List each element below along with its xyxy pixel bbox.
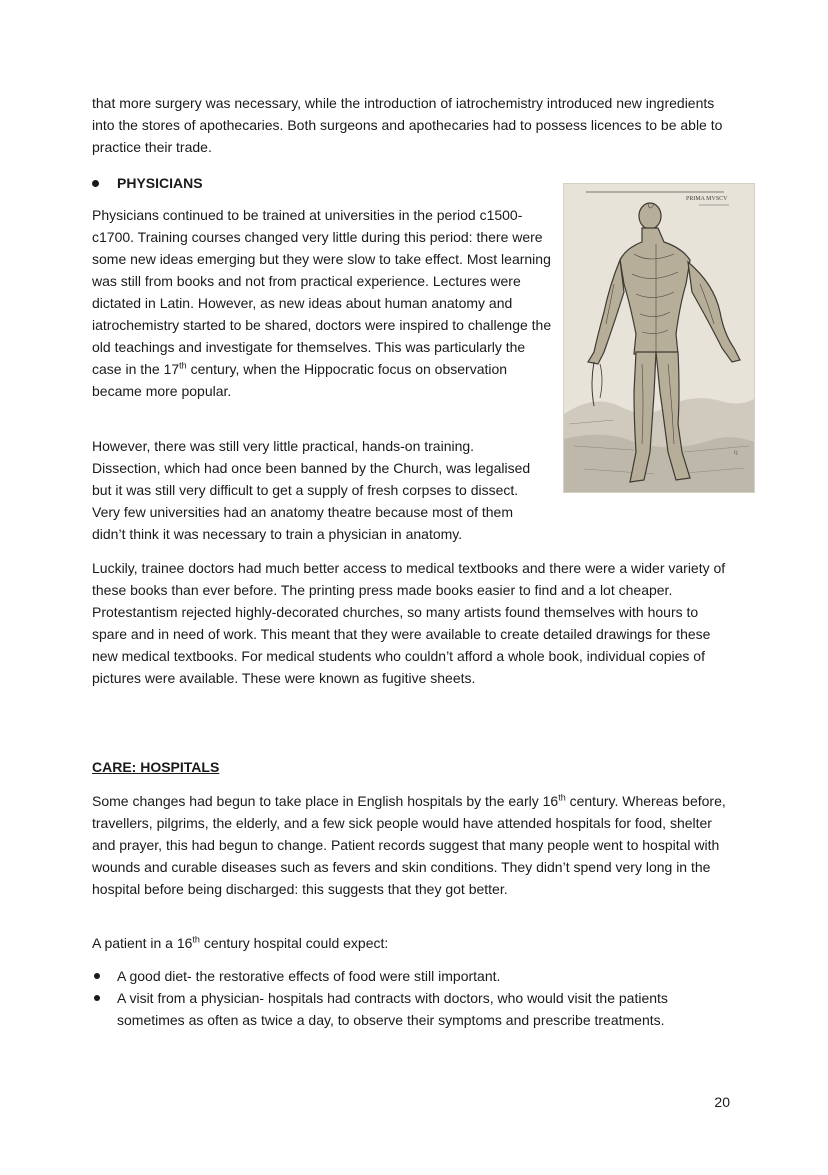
physicians-heading (92, 172, 203, 194)
list-item (92, 987, 732, 1031)
hospitals-paragraph-1-text-b: century. Whereas before, travellers, pilgrims, the elderly, and a few sick people would have attended hospitals for food, shelter and prayer, this had begun to change. Patient records suggest that many people went to hospital with wounds and curable diseases such as fevers and skin conditions. They didn’t spend very long in the hospital before being discharged: this suggests that they got better. (92, 793, 726, 897)
bullet-icon (92, 180, 99, 187)
physicians-heading-text: PHYSICIANS (117, 175, 203, 191)
figure-caption: PRIMA MVSCV (686, 196, 728, 202)
hospitals-paragraph-2-text-b: century hospital could expect: (199, 935, 389, 951)
hospitals-paragraph-2-text-a: A patient in a 16 (92, 935, 193, 951)
physicians-paragraph-1-text-a: Physicians continued to be trained at universities in the period c1500-c1700. Training courses changed very little during this period: there were some new ideas emerging but they were slow to take effect. Most learning was still from books and not from practical experience. Lectures were dictated in Latin. However, as new ideas about human anatomy and iatrochemistry started to be shared, doctors were inspired to challenge the old teachings and investigate for themselves. This was particularly the case in the 17 (92, 207, 552, 377)
physicians-paragraph-1-text-b: century, when the Hippocratic focus on observation became more popular. (92, 361, 508, 399)
superscript: th (558, 792, 566, 803)
svg-text:Q: Q (734, 451, 738, 456)
hospital-expectations-list (92, 965, 732, 1031)
superscript: th (192, 934, 200, 945)
list-item-text: A visit from a physician- hospitals had contracts with doctors, who would visit the patients sometimes as often as twice a day, to observe their symptoms and prescribe treatments. (117, 990, 668, 1028)
bullet-icon (94, 973, 100, 979)
anatomy-figure (563, 183, 755, 493)
physicians-paragraph-2: However, there was still very little practical, hands-on training. Dissection, which had once been banned by the Church, was legalised but it was still very difficult to get a supply of fresh corpses to dissect. Very few universities had an anatomy theatre because most of them didn’t think it was necessary to train a physician in anatomy. (92, 438, 531, 542)
hospitals-heading: CARE: HOSPITALS (92, 759, 220, 775)
page-number: 20 (714, 1094, 730, 1110)
hospitals-paragraph-1 (92, 790, 732, 900)
intro-paragraph: that more surgery was necessary, while the introduction of iatrochemistry introduced new ingredients into the stores of apothecaries. Both surgeons and apothecaries had to possess licences to be able to practice their trade. (92, 95, 723, 155)
anatomical-engraving-icon (564, 184, 754, 492)
bullet-icon (94, 995, 100, 1001)
superscript: th (179, 360, 187, 371)
hospitals-paragraph-2 (92, 932, 732, 954)
physicians-paragraph-1 (92, 204, 554, 402)
hospitals-paragraph-1-text-a: Some changes had begun to take place in English hospitals by the early 16 (92, 793, 559, 809)
list-item-text: A good diet- the restorative effects of food were still important. (117, 968, 501, 984)
list-item (92, 965, 732, 987)
physicians-paragraph-3: Luckily, trainee doctors had much better access to medical textbooks and there were a wider variety of these books than ever before. The printing press made books easier to find and a lot cheaper. Protestantism rejected highly-decorated churches, so many artists found themselves with hours to spare and in need of work. This meant that they were available to create detailed drawings for these new medical textbooks. For medical students who couldn’t afford a whole book, individual copies of pictures were available. These were known as fugitive sheets. (92, 560, 726, 686)
